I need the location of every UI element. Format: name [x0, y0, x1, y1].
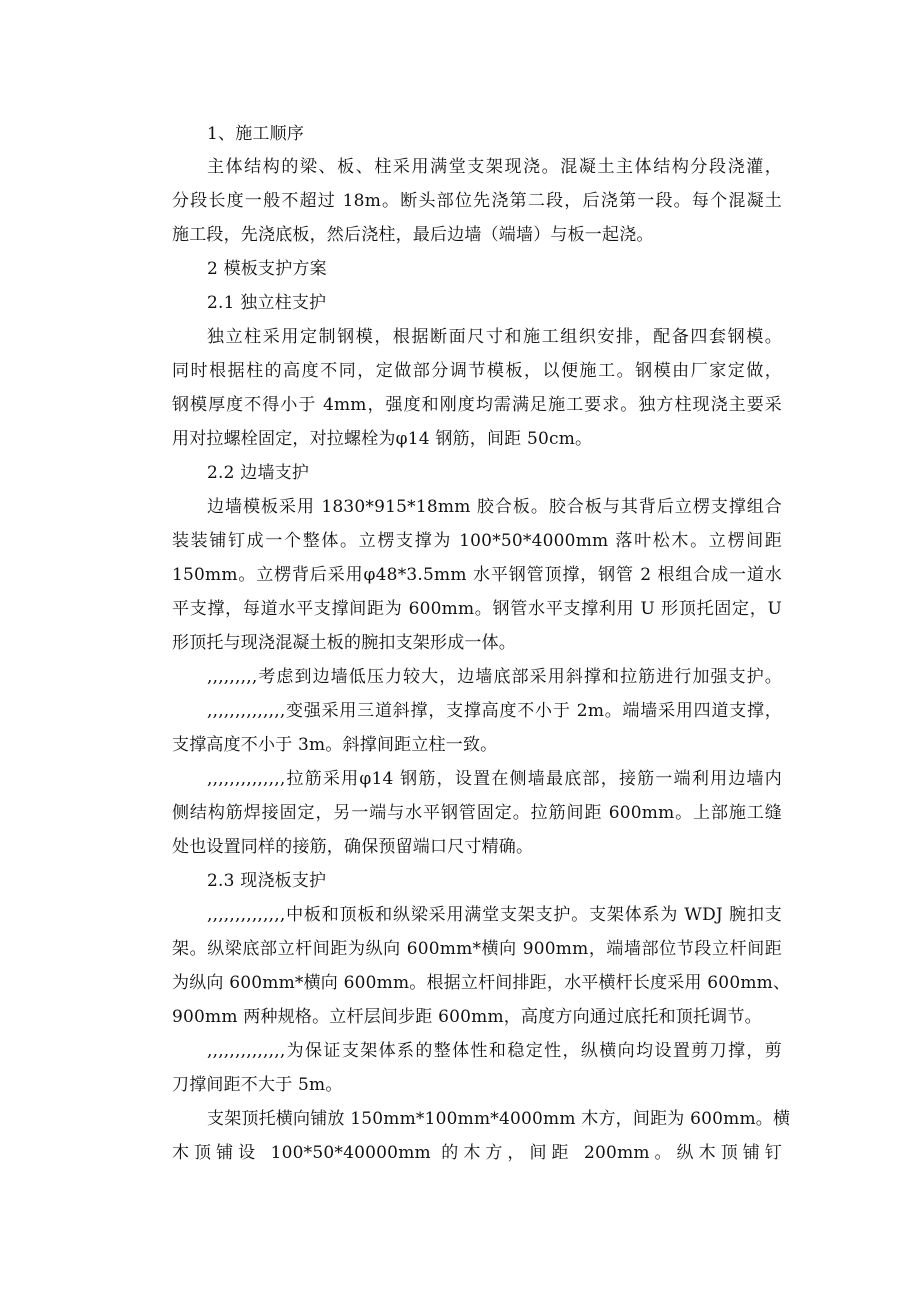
paragraph-line: ,,,,,,,,,,,,,,为保证支架体系的整体性和稳定性，纵横向均设置剪刀撑，剪	[207, 1041, 782, 1061]
paragraph-line: 为纵向 600mm*横向 600mm。根据立杆间排距，水平横杆长度采用 600mm、	[172, 973, 791, 993]
paragraph-line: 形顶托与现浇混凝土板的腕扣支架形成一体。	[172, 633, 516, 653]
paragraph-line: 用对拉螺栓固定，对拉螺栓为φ14 钢筋，间距 50cm。	[172, 429, 593, 449]
paragraph-line: 平支撑，每道水平支撑间距为 600mm。钢管水平支撑利用 U 形顶托固定，U	[172, 599, 782, 619]
paragraph-line: 分段长度一般不超过 18m。断头部位先浇第二段，后浇第一段。每个混凝土	[172, 191, 782, 211]
paragraph-line: 架。纵梁底部立杆间距为纵向 600mm*横向 900mm，端墙部位节段立杆间距	[172, 939, 782, 959]
paragraph-line: 900mm 两种规格。立杆层间步距 600mm，高度方向通过底托和顶托调节。	[172, 1007, 762, 1027]
paragraph-line: ,,,,,,,,,,,,,,中板和顶板和纵梁采用满堂支架支护。支架体系为 WDJ 腕扣支	[207, 905, 782, 925]
paragraph-line: 侧结构筋焊接固定，另一端与水平钢管固定。拉筋间距 600mm。上部施工缝	[172, 803, 782, 823]
paragraph-line: 钢模厚度不得小于 4mm，强度和刚度均需满足施工要求。独方柱现浇主要采	[172, 395, 782, 415]
paragraph-line: 施工段，先浇底板，然后浇柱，最后边墙（端墙）与板一起浇。	[172, 225, 654, 245]
paragraph-line: 同时根据柱的高度不同，定做部分调节模板，以便施工。钢模由厂家定做，	[172, 361, 782, 381]
heading-side-wall-support: 2.2 边墙支护	[207, 463, 310, 483]
paragraph-line: 独立柱采用定制钢模，根据断面尺寸和施工组织安排，配备四套钢模。	[207, 327, 782, 347]
paragraph-line: ,,,,,,,,,考虑到边墙低压力较大，边墙底部采用斜撑和拉筋进行加强支护。	[207, 667, 782, 687]
paragraph-line: 主体结构的梁、板、柱采用满堂支架现浇。混凝土主体结构分段浇灌，	[207, 157, 782, 177]
paragraph-line: 处也设置同样的接筋，确保预留端口尺寸精确。	[172, 837, 534, 857]
heading-cast-slab-support: 2.3 现浇板支护	[207, 871, 327, 891]
paragraph-line: ,,,,,,,,,,,,,,拉筋采用φ14 钢筋，设置在侧墙最底部，接筋一端利用边墙内	[207, 769, 782, 789]
paragraph-line: ,,,,,,,,,,,,,,变强采用三道斜撑，支撑高度不小于 2m。端墙采用四道支撑，	[207, 701, 782, 721]
paragraph-line: 装装铺钉成一个整体。立楞支撑为 100*50*4000mm 落叶松木。立楞间距	[172, 531, 782, 551]
heading-formwork-plan: 2 模板支护方案	[207, 259, 327, 279]
paragraph-line: 支架顶托横向铺放 150mm*100mm*4000mm 木方，间距为 600mm。横	[207, 1109, 791, 1129]
paragraph-line: 刀撑间距不大于 5m。	[172, 1075, 343, 1095]
paragraph-line: 木顶铺设 100*50*40000mm 的木方，间距 200mm。纵木顶铺钉	[172, 1143, 782, 1163]
paragraph-line: 边墙模板采用 1830*915*18mm 胶合板。胶合板与其背后立楞支撑组合	[207, 497, 782, 517]
heading-construction-sequence: 1、施工顺序	[207, 124, 305, 144]
paragraph-line: 支撑高度不小于 3m。斜撑间距立柱一致。	[172, 735, 498, 755]
paragraph-line: 150mm。立楞背后采用φ48*3.5mm 水平钢管顶撑，钢管 2 根组合成一道水	[172, 565, 782, 585]
heading-column-support: 2.1 独立柱支护	[207, 293, 327, 313]
